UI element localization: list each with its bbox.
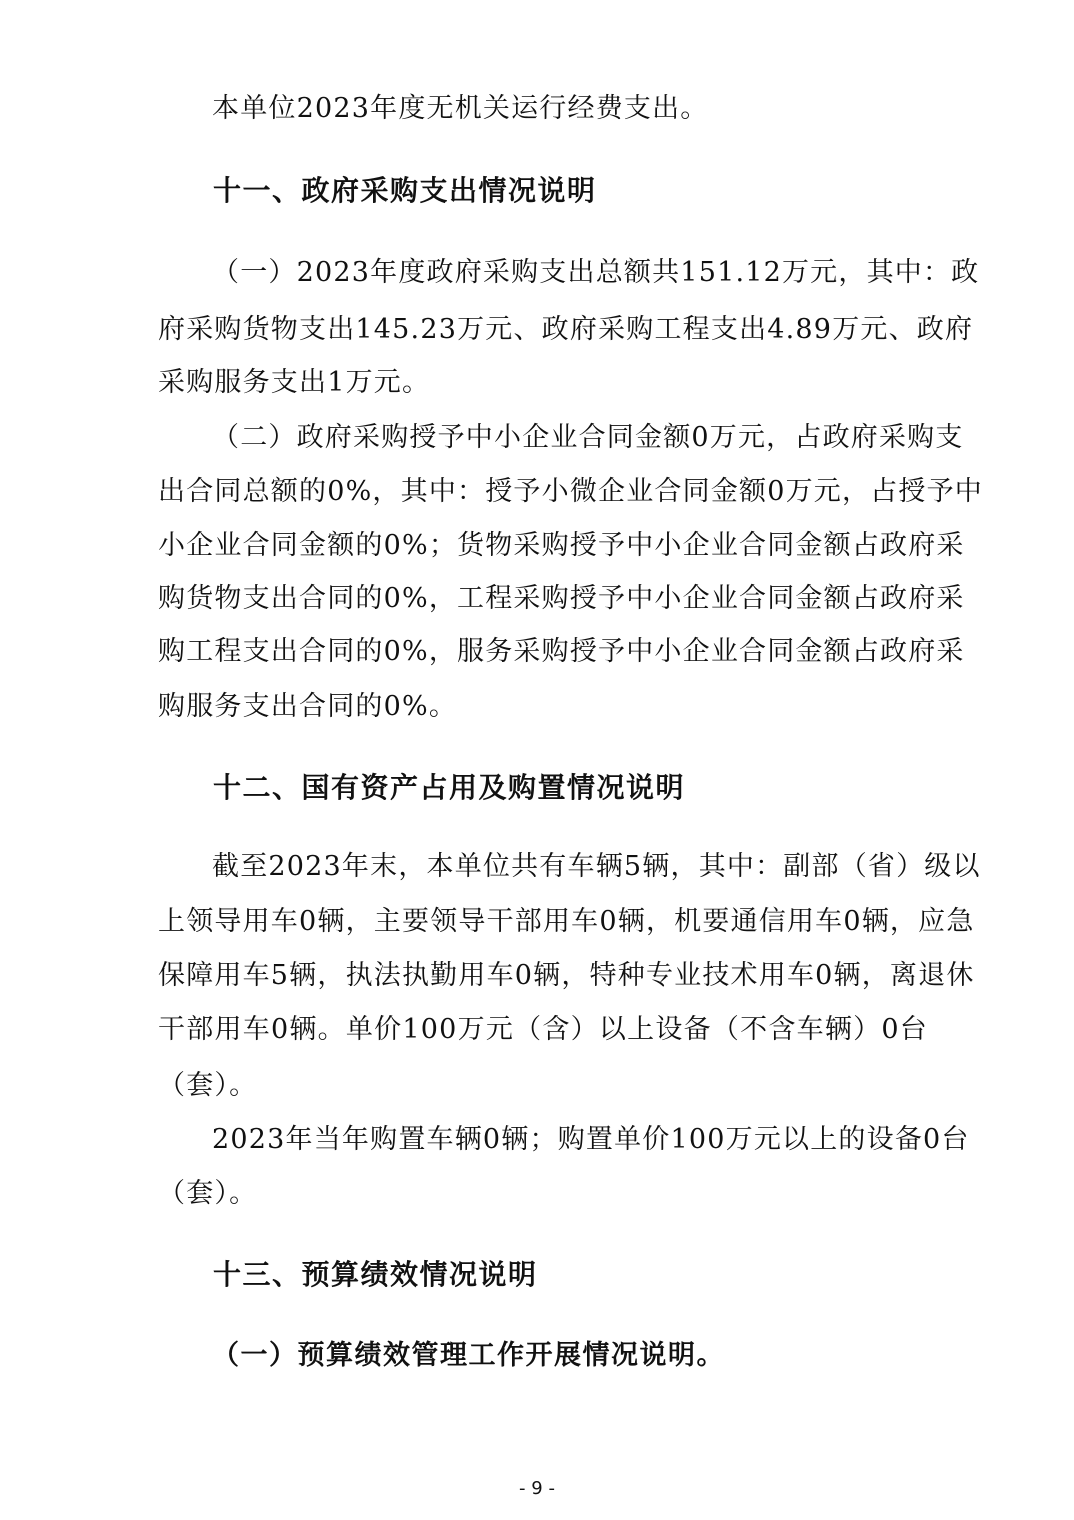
paragraph-line: （二）政府采购授予中小企业合同金额0万元，占政府采购支: [212, 422, 964, 453]
paragraph-line: 购工程支出合同的0%，服务采购授予中小企业合同金额占政府采: [158, 636, 965, 667]
section-11-heading: 十一、政府采购支出情况说明: [213, 174, 597, 207]
paragraph-line: 购服务支出合同的0%。: [158, 691, 458, 722]
page-number: - 9 -: [519, 1478, 555, 1499]
paragraph-line: 府采购货物支出145.23万元、政府采购工程支出4.89万元、政府: [158, 314, 974, 345]
paragraph-line: （套）。: [158, 1178, 258, 1209]
section-13-heading: 十三、预算绩效情况说明: [213, 1258, 538, 1291]
paragraph-line: 上领导用车0辆，主要领导干部用车0辆，机要通信用车0辆，应急: [158, 906, 975, 937]
paragraph-line: 购货物支出合同的0%，工程采购授予中小企业合同金额占政府采: [158, 583, 965, 614]
paragraph-line: 2023年当年购置车辆0辆；购置单价100万元以上的设备0台: [212, 1124, 970, 1155]
paragraph-line: （一）2023年度政府采购支出总额共151.12万元，其中：政: [212, 257, 980, 288]
section-12-heading: 十二、国有资产占用及购置情况说明: [213, 771, 686, 804]
intro-line: 本单位2023年度无机关运行经费支出。: [212, 93, 709, 124]
paragraph-line: （套）。: [158, 1070, 258, 1101]
paragraph-line: 干部用车0辆。单价100万元（含）以上设备（不含车辆）0台: [158, 1014, 928, 1045]
section-13-subheading: （一）预算绩效管理工作开展情况说明。: [212, 1340, 725, 1371]
paragraph-line: 小企业合同金额的0%；货物采购授予中小企业合同金额占政府采: [158, 530, 965, 561]
paragraph-line: 出合同总额的0%，其中：授予小微企业合同金额0万元，占授予中: [158, 476, 984, 507]
paragraph-line: 保障用车5辆，执法执勤用车0辆，特种专业技术用车0辆，离退休: [158, 960, 975, 991]
paragraph-line: 截至2023年末，本单位共有车辆5辆，其中：副部（省）级以: [212, 851, 981, 882]
paragraph-line: 采购服务支出1万元。: [158, 367, 431, 398]
